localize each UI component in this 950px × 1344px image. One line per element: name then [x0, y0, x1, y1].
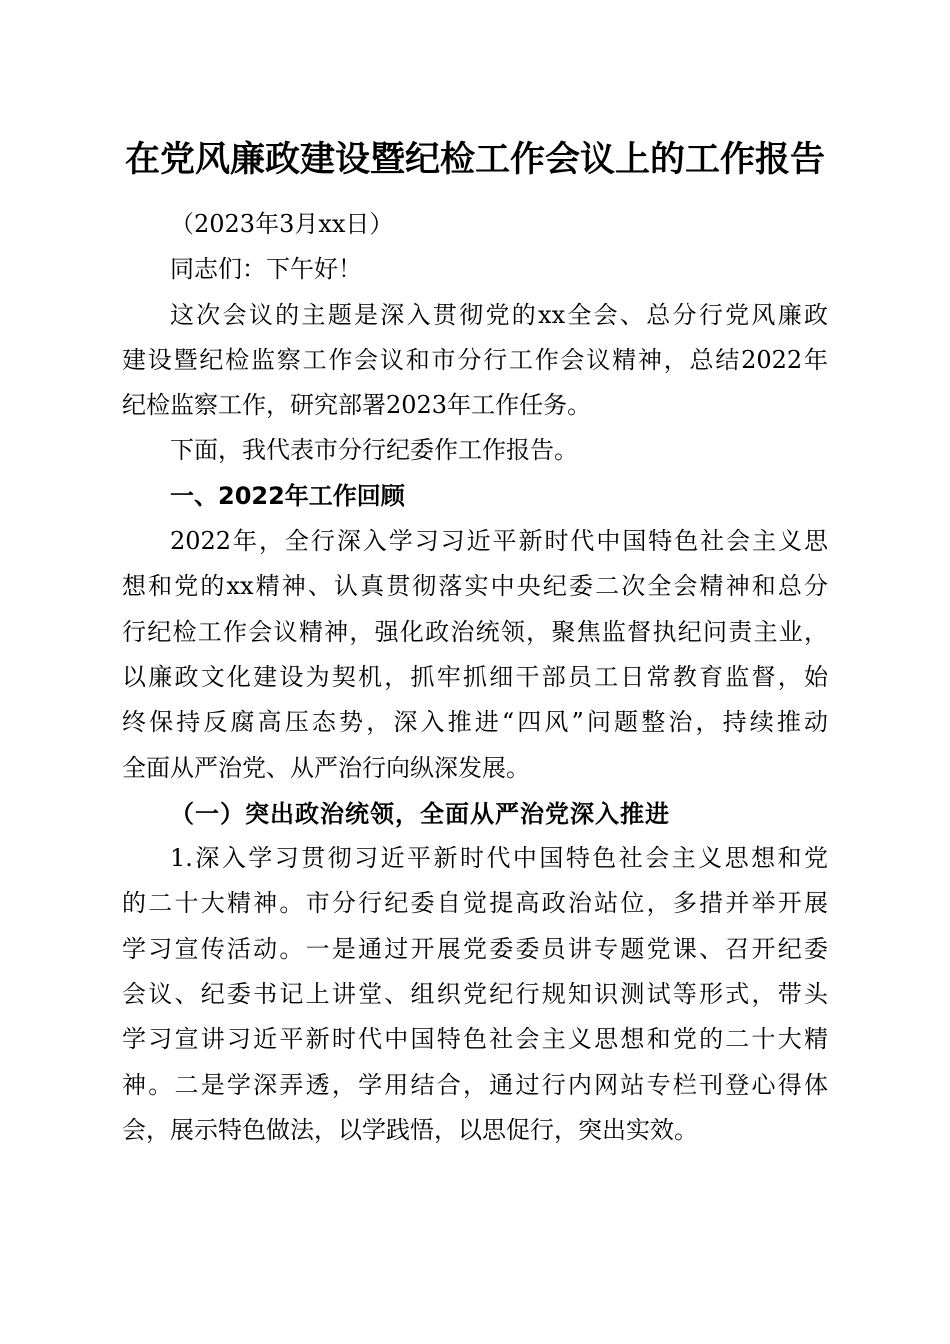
paragraph-line: 学习宣传活动。一是通过开展党委委员讲专题党课、召开纪委 [122, 934, 828, 963]
paragraph-line: 2022年，全行深入学习习近平新时代中国特色社会主义思 [170, 527, 828, 556]
report-intro-line: 下面，我代表市分行纪委作工作报告。 [170, 436, 578, 465]
paragraph-line: 终保持反腐高压态势，深入推进“四风”问题整治，持续推动 [122, 708, 828, 737]
item1-paragraph [122, 836, 828, 1153]
paragraph-line: 想和党的xx精神、认真贯彻落实中央纪委二次全会精神和总分 [122, 572, 828, 601]
paragraph-line: 行纪检工作会议精神，强化政治统领，聚焦监督执纪问责主业， [122, 617, 828, 646]
intro-paragraph [122, 293, 828, 429]
paragraph-line: 建设暨纪检监察工作会议和市分行工作会议精神，总结2022年 [122, 345, 828, 374]
paragraph-line: 以廉政文化建设为契机，抓牢抓细干部员工日常教育监督，始 [122, 662, 828, 691]
paragraph-line: 会议、纪委书记上讲堂、组织党纪行规知识测试等形式，带头 [122, 980, 828, 1009]
paragraph-line: 纪检监察工作，研究部署2023年工作任务。 [122, 391, 592, 420]
section-heading: 一、2022年工作回顾 [170, 481, 405, 510]
paragraph-line: 这次会议的主题是深入贯彻党的xx全会、总分行党风廉政 [170, 300, 828, 329]
document-body [122, 202, 828, 1153]
paragraph-line: 学习宣讲习近平新时代中国特色社会主义思想和党的二十大精 [122, 1025, 828, 1054]
section1-paragraph [122, 519, 828, 791]
paragraph-line: 的二十大精神。市分行纪委自觉提高政治站位，多措并举开展 [122, 889, 828, 918]
paragraph-line: 会，展示特色做法，以学践悟，以思促行，突出实效。 [122, 1115, 698, 1144]
subsection-heading: （一）突出政治统领，全面从严治党深入推进 [170, 798, 670, 828]
report-date: （2023年3月xx日） [170, 210, 394, 238]
paragraph-line: 神。二是学深弄透，学用结合，通过行内网站专栏刊登心得体 [122, 1070, 828, 1099]
greeting: 同志们：下午好！ [170, 255, 362, 284]
paragraph-line: 全面从严治党、从严治行向纵深发展。 [122, 753, 530, 782]
paragraph-line: 1.深入学习贯彻习近平新时代中国特色社会主义思想和党 [170, 844, 828, 873]
document-title: 在党风廉政建设暨纪检工作会议上的工作报告 [124, 139, 825, 180]
